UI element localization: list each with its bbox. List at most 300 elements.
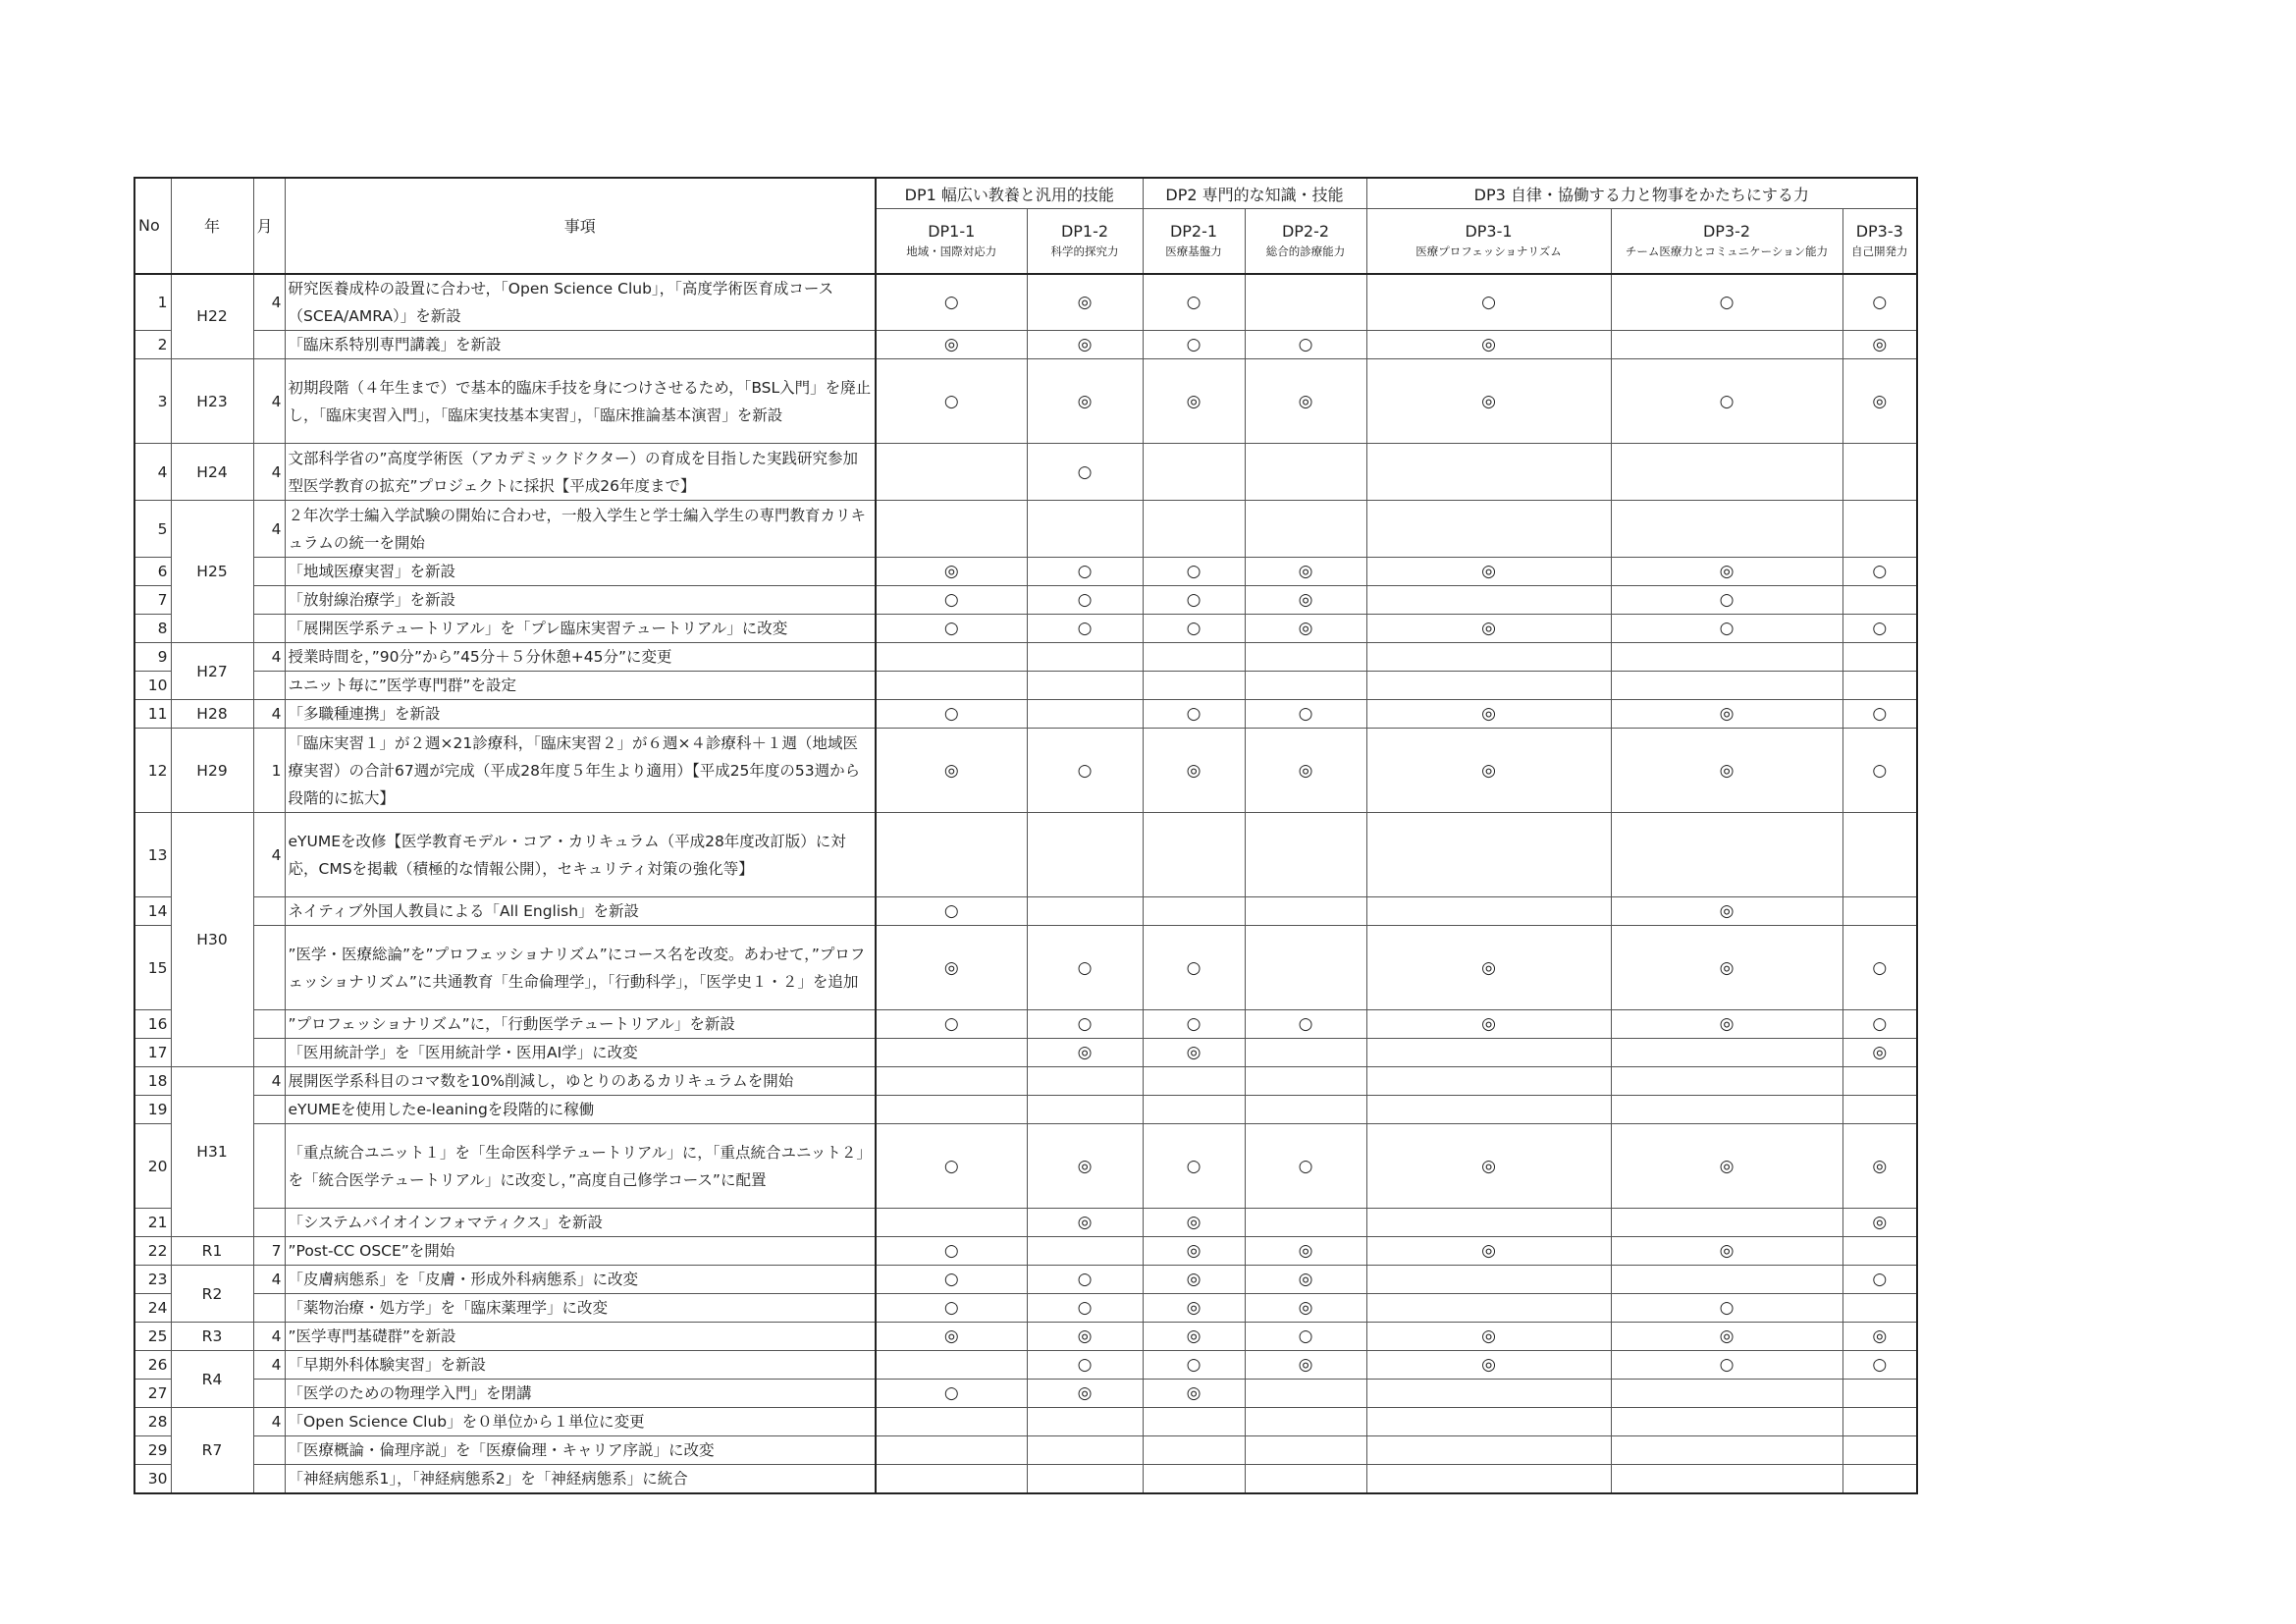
month-cell: [253, 1124, 285, 1209]
dp-mark-2: ○: [1027, 729, 1143, 813]
item-text: 「皮膚病態系」を「皮膚・形成外科病態系」に改変: [285, 1266, 876, 1294]
dp-mark-3: ◎: [1143, 729, 1245, 813]
dp-mark-7: [1842, 1436, 1917, 1465]
dp-mark-2: [1027, 672, 1143, 700]
dp-mark-7: ○: [1842, 926, 1917, 1010]
row-number: 7: [134, 586, 171, 615]
dp-mark-7: ○: [1842, 700, 1917, 729]
item-text: ネイティブ外国人教員による「All English」を新設: [285, 897, 876, 926]
header-dp-3: [1143, 209, 1245, 274]
dp-mark-7: [1842, 1465, 1917, 1494]
dp-mark-4: ◎: [1245, 586, 1366, 615]
month-cell: 4: [253, 1266, 285, 1294]
dp-mark-5: ◎: [1366, 1323, 1611, 1351]
dp-mark-4: [1245, 1408, 1366, 1436]
dp-mark-1: ○: [876, 897, 1027, 926]
row-number: 22: [134, 1237, 171, 1266]
month-cell: 4: [253, 444, 285, 501]
dp-mark-6: ○: [1611, 359, 1842, 444]
dp-mark-2: [1027, 1465, 1143, 1494]
item-text: 「重点統合ユニット１」を「生命医科学テュートリアル」に，「重点統合ユニット２」を「統合医学テュートリアル」に改変し，”高度自己修学コース”に配置: [285, 1124, 876, 1209]
table-body: [134, 274, 1917, 1494]
dp-mark-5: ◎: [1366, 729, 1611, 813]
table-row: [134, 359, 1917, 444]
item-text: 「臨床実習１」が２週×21診療科，「臨床実習２」が６週×４診療科＋１週（地域医療実習）の合計67週が完成（平成28年度５年生より適用）【平成25年度の53週から段階的に拡大】: [285, 729, 876, 813]
dp-mark-3: ○: [1143, 1124, 1245, 1209]
dp-mark-1: ○: [876, 1294, 1027, 1323]
dp-mark-5: ◎: [1366, 1351, 1611, 1380]
year-cell: H22: [171, 274, 253, 359]
dp-mark-7: ○: [1842, 558, 1917, 586]
year-cell: R7: [171, 1408, 253, 1494]
item-text: 「医用統計学」を「医用統計学・医用AI学」に改変: [285, 1039, 876, 1067]
month-cell: [253, 1465, 285, 1494]
dp-mark-4: ○: [1245, 700, 1366, 729]
dp-mark-4: [1245, 501, 1366, 558]
dp-code: DP3-3: [1855, 222, 1903, 242]
dp-mark-5: ◎: [1366, 1010, 1611, 1039]
dp-mark-6: ◎: [1611, 897, 1842, 926]
dp-mark-6: ◎: [1611, 700, 1842, 729]
dp-mark-1: ○: [876, 1237, 1027, 1266]
dp-mark-7: ◎: [1842, 1039, 1917, 1067]
dp-mark-1: [876, 1465, 1027, 1494]
table-row: [134, 1067, 1917, 1096]
row-number: 23: [134, 1266, 171, 1294]
header-dp-1: [876, 209, 1027, 274]
table-row: [134, 331, 1917, 359]
month-cell: 4: [253, 1351, 285, 1380]
year-cell: H31: [171, 1067, 253, 1237]
item-text: 「Open Science Club」を０単位から１単位に変更: [285, 1408, 876, 1436]
dp-mark-4: [1245, 444, 1366, 501]
dp-mark-5: ◎: [1366, 700, 1611, 729]
month-cell: [253, 1039, 285, 1067]
dp-mark-7: ○: [1842, 729, 1917, 813]
dp-mark-4: [1245, 926, 1366, 1010]
item-text: ”Post-CC OSCE”を開始: [285, 1237, 876, 1266]
row-number: 18: [134, 1067, 171, 1096]
dp-mark-6: [1611, 1209, 1842, 1237]
table-row: [134, 1124, 1917, 1209]
header-dp-5: [1366, 209, 1611, 274]
month-cell: 4: [253, 1408, 285, 1436]
dp-mark-5: ○: [1366, 274, 1611, 331]
dp-name: 地域・国際対応力: [906, 244, 997, 259]
dp-mark-3: ○: [1143, 1351, 1245, 1380]
dp-mark-5: [1366, 1436, 1611, 1465]
item-text: 「放射線治療学」を新設: [285, 586, 876, 615]
year-cell: H28: [171, 700, 253, 729]
dp-mark-3: ◎: [1143, 1323, 1245, 1351]
dp-mark-4: [1245, 1209, 1366, 1237]
dp-mark-5: [1366, 1408, 1611, 1436]
table-row: [134, 926, 1917, 1010]
dp-mark-2: [1027, 1067, 1143, 1096]
dp-mark-1: [876, 1351, 1027, 1380]
dp-mark-1: [876, 1067, 1027, 1096]
dp-mark-2: [1027, 813, 1143, 897]
month-cell: 4: [253, 359, 285, 444]
dp-mark-3: ○: [1143, 274, 1245, 331]
dp-mark-3: [1143, 897, 1245, 926]
dp-mark-7: [1842, 1096, 1917, 1124]
dp-mark-7: ○: [1842, 1351, 1917, 1380]
row-number: 15: [134, 926, 171, 1010]
dp-mark-6: ◎: [1611, 1237, 1842, 1266]
dp-mark-4: ◎: [1245, 729, 1366, 813]
header-item: 事項: [285, 178, 876, 274]
item-text: 「地域医療実習」を新設: [285, 558, 876, 586]
dp-mark-7: [1842, 1237, 1917, 1266]
dp-mark-4: ◎: [1245, 1294, 1366, 1323]
dp-mark-4: ○: [1245, 331, 1366, 359]
table-row: [134, 1294, 1917, 1323]
month-cell: [253, 926, 285, 1010]
dp-mark-2: ◎: [1027, 359, 1143, 444]
dp-mark-3: [1143, 1096, 1245, 1124]
dp-mark-1: ◎: [876, 558, 1027, 586]
dp-mark-1: ◎: [876, 331, 1027, 359]
item-text: 「医学のための物理学入門」を閉講: [285, 1380, 876, 1408]
dp-mark-7: ○: [1842, 1266, 1917, 1294]
dp-mark-4: [1245, 1465, 1366, 1494]
dp-mark-6: ◎: [1611, 1323, 1842, 1351]
row-number: 8: [134, 615, 171, 643]
table-row: [134, 586, 1917, 615]
dp-mark-4: [1245, 643, 1366, 672]
dp-mark-3: [1143, 1436, 1245, 1465]
curriculum-history-table: [133, 177, 1918, 1494]
dp-mark-4: [1245, 1067, 1366, 1096]
dp-mark-7: [1842, 1408, 1917, 1436]
dp-mark-2: [1027, 1408, 1143, 1436]
dp-mark-5: ◎: [1366, 1124, 1611, 1209]
dp-mark-1: ◎: [876, 729, 1027, 813]
dp-mark-1: [876, 501, 1027, 558]
dp-mark-4: [1245, 1380, 1366, 1408]
dp-mark-2: ○: [1027, 615, 1143, 643]
dp-mark-5: [1366, 1294, 1611, 1323]
dp-mark-3: ○: [1143, 700, 1245, 729]
month-cell: 4: [253, 700, 285, 729]
dp-mark-7: [1842, 586, 1917, 615]
dp-mark-2: ○: [1027, 1351, 1143, 1380]
dp-mark-7: ○: [1842, 274, 1917, 331]
dp-mark-3: [1143, 813, 1245, 897]
row-number: 4: [134, 444, 171, 501]
dp-mark-6: ◎: [1611, 926, 1842, 1010]
item-text: 「神経病態系1」，「神経病態系2」を「神経病態系」に統合: [285, 1465, 876, 1494]
year-cell: R4: [171, 1351, 253, 1408]
header-group-dp2: DP2 専門的な知識・技能: [1143, 178, 1366, 209]
dp-mark-7: ◎: [1842, 359, 1917, 444]
dp-mark-1: [876, 672, 1027, 700]
row-number: 16: [134, 1010, 171, 1039]
dp-mark-5: [1366, 1266, 1611, 1294]
month-cell: 4: [253, 813, 285, 897]
table-row: [134, 1323, 1917, 1351]
dp-mark-5: ◎: [1366, 615, 1611, 643]
dp-mark-5: [1366, 643, 1611, 672]
dp-mark-1: ◎: [876, 1323, 1027, 1351]
dp-mark-3: [1143, 672, 1245, 700]
dp-mark-4: [1245, 1096, 1366, 1124]
dp-name: 総合的診療能力: [1265, 244, 1346, 259]
dp-mark-1: ○: [876, 700, 1027, 729]
dp-mark-2: [1027, 501, 1143, 558]
row-number: 25: [134, 1323, 171, 1351]
month-cell: 4: [253, 643, 285, 672]
dp-mark-6: [1611, 813, 1842, 897]
dp-mark-4: [1245, 1039, 1366, 1067]
item-text: ”医学・医療総論”を”プロフェッショナリズム”にコース名を改変。あわせて，”プロフェッショナリズム”に共通教育「生命倫理学」，「行動科学」，「医学史１・２」を追加: [285, 926, 876, 1010]
header-dp-2: [1027, 209, 1143, 274]
dp-mark-4: ◎: [1245, 1351, 1366, 1380]
row-number: 17: [134, 1039, 171, 1067]
dp-mark-6: ◎: [1611, 1124, 1842, 1209]
dp-code: DP2-1: [1169, 222, 1218, 242]
table-row: [134, 274, 1917, 331]
dp-mark-6: [1611, 672, 1842, 700]
dp-code: DP3-2: [1702, 222, 1751, 242]
dp-mark-6: [1611, 1408, 1842, 1436]
month-cell: [253, 1436, 285, 1465]
header-year: 年: [171, 178, 253, 274]
row-number: 19: [134, 1096, 171, 1124]
dp-mark-1: [876, 1436, 1027, 1465]
dp-mark-3: ◎: [1143, 1039, 1245, 1067]
dp-mark-6: ◎: [1611, 558, 1842, 586]
row-number: 27: [134, 1380, 171, 1408]
dp-mark-2: ○: [1027, 558, 1143, 586]
dp-mark-6: [1611, 1436, 1842, 1465]
row-number: 11: [134, 700, 171, 729]
dp-mark-6: [1611, 444, 1842, 501]
row-number: 24: [134, 1294, 171, 1323]
item-text: 文部科学省の”高度学術医（アカデミックドクター）の育成を目指した実践研究参加型医学教育の拡充”プロジェクトに採択【平成26年度まで】: [285, 444, 876, 501]
dp-code: DP2-2: [1281, 222, 1330, 242]
row-number: 1: [134, 274, 171, 331]
dp-mark-4: [1245, 274, 1366, 331]
month-cell: [253, 615, 285, 643]
header-group-dp1: DP1 幅広い教養と汎用的技能: [876, 178, 1143, 209]
header-no: No: [134, 178, 171, 274]
dp-mark-3: ○: [1143, 331, 1245, 359]
item-text: 「臨床系特別専門講義」を新設: [285, 331, 876, 359]
row-number: 29: [134, 1436, 171, 1465]
dp-mark-3: ◎: [1143, 1237, 1245, 1266]
dp-mark-6: ○: [1611, 1294, 1842, 1323]
table-row: [134, 1096, 1917, 1124]
dp-mark-1: ○: [876, 586, 1027, 615]
dp-mark-4: ◎: [1245, 359, 1366, 444]
item-text: ２年次学士編入学試験の開始に合わせ，一般入学生と学士編入学生の専門教育カリキュラムの統一を開始: [285, 501, 876, 558]
month-cell: [253, 586, 285, 615]
dp-mark-7: [1842, 444, 1917, 501]
dp-mark-5: [1366, 1096, 1611, 1124]
dp-mark-1: [876, 1408, 1027, 1436]
table-row: [134, 1380, 1917, 1408]
month-cell: [253, 558, 285, 586]
dp-mark-7: [1842, 1380, 1917, 1408]
dp-mark-6: ◎: [1611, 1010, 1842, 1039]
dp-mark-3: [1143, 444, 1245, 501]
dp-mark-7: [1842, 643, 1917, 672]
dp-mark-5: [1366, 1209, 1611, 1237]
curriculum-history-table-wrap: [133, 177, 1918, 1494]
dp-mark-2: ◎: [1027, 1124, 1143, 1209]
table-row: [134, 1351, 1917, 1380]
item-text: 「早期外科体験実習」を新設: [285, 1351, 876, 1380]
table-row: [134, 1010, 1917, 1039]
dp-mark-5: [1366, 444, 1611, 501]
dp-mark-5: ◎: [1366, 359, 1611, 444]
year-cell: R2: [171, 1266, 253, 1323]
dp-mark-4: ○: [1245, 1124, 1366, 1209]
dp-mark-6: ◎: [1611, 729, 1842, 813]
dp-mark-3: ○: [1143, 1010, 1245, 1039]
row-number: 13: [134, 813, 171, 897]
dp-mark-6: ○: [1611, 586, 1842, 615]
dp-mark-7: [1842, 501, 1917, 558]
table-header: [134, 178, 1917, 274]
dp-mark-6: [1611, 1067, 1842, 1096]
dp-mark-5: [1366, 1067, 1611, 1096]
table-row: [134, 1465, 1917, 1494]
dp-mark-7: ○: [1842, 615, 1917, 643]
month-cell: [253, 897, 285, 926]
row-number: 6: [134, 558, 171, 586]
dp-mark-5: [1366, 1465, 1611, 1494]
row-number: 14: [134, 897, 171, 926]
row-number: 28: [134, 1408, 171, 1436]
table-row: [134, 897, 1917, 926]
dp-mark-5: ◎: [1366, 558, 1611, 586]
dp-mark-1: [876, 444, 1027, 501]
table-row: [134, 1408, 1917, 1436]
dp-mark-6: ○: [1611, 615, 1842, 643]
dp-mark-3: [1143, 1067, 1245, 1096]
dp-mark-1: ○: [876, 1380, 1027, 1408]
dp-mark-7: ○: [1842, 1010, 1917, 1039]
row-number: 12: [134, 729, 171, 813]
dp-mark-6: [1611, 501, 1842, 558]
header-dp-4: [1245, 209, 1366, 274]
dp-mark-7: ◎: [1842, 1124, 1917, 1209]
dp-mark-3: [1143, 643, 1245, 672]
dp-mark-3: ◎: [1143, 1380, 1245, 1408]
dp-mark-4: ◎: [1245, 1266, 1366, 1294]
item-text: 初期段階（４年生まで）で基本的臨床手技を身につけさせるため，「BSL入門」を廃止し，「臨床実習入門」，「臨床実技基本実習」，「臨床推論基本演習」を新設: [285, 359, 876, 444]
month-cell: 4: [253, 274, 285, 331]
dp-mark-1: [876, 1096, 1027, 1124]
dp-mark-2: ◎: [1027, 1323, 1143, 1351]
dp-mark-1: ○: [876, 359, 1027, 444]
dp-mark-4: [1245, 813, 1366, 897]
dp-mark-2: [1027, 1237, 1143, 1266]
dp-mark-1: ◎: [876, 926, 1027, 1010]
year-cell: H27: [171, 643, 253, 700]
month-cell: [253, 1010, 285, 1039]
dp-mark-6: [1611, 1465, 1842, 1494]
dp-mark-3: ○: [1143, 586, 1245, 615]
dp-mark-2: ◎: [1027, 1380, 1143, 1408]
dp-mark-4: ○: [1245, 1010, 1366, 1039]
dp-mark-1: ○: [876, 615, 1027, 643]
dp-mark-5: ◎: [1366, 926, 1611, 1010]
dp-mark-5: ◎: [1366, 331, 1611, 359]
dp-mark-6: ○: [1611, 1351, 1842, 1380]
dp-mark-5: [1366, 897, 1611, 926]
dp-mark-5: [1366, 1380, 1611, 1408]
dp-mark-2: ◎: [1027, 1209, 1143, 1237]
month-cell: 4: [253, 501, 285, 558]
table-row: [134, 1436, 1917, 1465]
dp-mark-5: [1366, 1039, 1611, 1067]
header-dp-7: [1842, 209, 1917, 274]
dp-mark-1: ○: [876, 1124, 1027, 1209]
dp-name: 自己開発力: [1851, 244, 1908, 259]
table-row: [134, 1039, 1917, 1067]
dp-code: DP3-1: [1465, 222, 1513, 242]
dp-mark-3: ◎: [1143, 1209, 1245, 1237]
dp-mark-5: [1366, 813, 1611, 897]
header-dp-6: [1611, 209, 1842, 274]
dp-mark-3: [1143, 1408, 1245, 1436]
dp-mark-2: ◎: [1027, 331, 1143, 359]
month-cell: 1: [253, 729, 285, 813]
dp-mark-7: [1842, 672, 1917, 700]
dp-mark-3: ◎: [1143, 1294, 1245, 1323]
dp-mark-5: [1366, 501, 1611, 558]
row-number: 30: [134, 1465, 171, 1494]
row-number: 26: [134, 1351, 171, 1380]
dp-mark-1: [876, 813, 1027, 897]
dp-mark-3: ○: [1143, 558, 1245, 586]
dp-mark-6: [1611, 1039, 1842, 1067]
year-cell: H29: [171, 729, 253, 813]
month-cell: [253, 672, 285, 700]
year-cell: H24: [171, 444, 253, 501]
dp-mark-6: [1611, 643, 1842, 672]
dp-mark-2: ○: [1027, 586, 1143, 615]
table-row: [134, 501, 1917, 558]
dp-mark-7: [1842, 1067, 1917, 1096]
item-text: 授業時間を，”90分”から”45分＋５分休憩+45分”に変更: [285, 643, 876, 672]
item-text: 「システムバイオインフォマティクス」を新設: [285, 1209, 876, 1237]
dp-mark-1: [876, 1209, 1027, 1237]
row-number: 2: [134, 331, 171, 359]
table-row: [134, 813, 1917, 897]
item-text: ユニット毎に”医学専門群”を設定: [285, 672, 876, 700]
item-text: 展開医学系科目のコマ数を10%削減し，ゆとりのあるカリキュラムを開始: [285, 1067, 876, 1096]
dp-mark-2: [1027, 643, 1143, 672]
dp-code: DP1-1: [928, 222, 976, 242]
dp-mark-1: ○: [876, 1010, 1027, 1039]
item-text: eYUMEを改修【医学教育モデル・コア・カリキュラム（平成28年度改訂版）に対応，CMSを掲載（積極的な情報公開），セキュリティ対策の強化等】: [285, 813, 876, 897]
dp-mark-6: [1611, 1266, 1842, 1294]
year-cell: R3: [171, 1323, 253, 1351]
dp-mark-2: ○: [1027, 1266, 1143, 1294]
dp-mark-2: [1027, 700, 1143, 729]
item-text: 研究医養成枠の設置に合わせ，「Open Science Club」，「高度学術医育成コース（SCEA/AMRA）」を新設: [285, 274, 876, 331]
dp-mark-4: [1245, 897, 1366, 926]
dp-mark-3: [1143, 1465, 1245, 1494]
month-cell: [253, 1380, 285, 1408]
dp-mark-7: [1842, 897, 1917, 926]
dp-mark-4: ◎: [1245, 1237, 1366, 1266]
